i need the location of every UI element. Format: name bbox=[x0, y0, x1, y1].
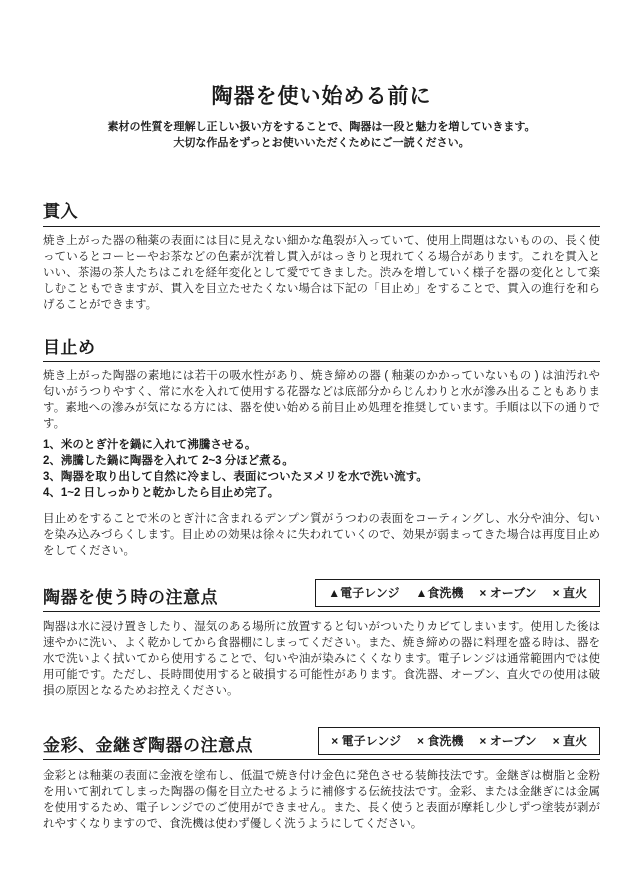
section-medome-heading: 目止め bbox=[43, 337, 96, 357]
section-usage-header bbox=[43, 579, 600, 612]
usage-compatibility-box bbox=[315, 579, 600, 607]
kinsai-badge-microwave: × 電子レンジ bbox=[331, 733, 402, 748]
section-kannyu bbox=[43, 201, 600, 312]
kinsai-badge-oven: × オーブン bbox=[479, 733, 537, 748]
section-medome-paragraph-2: 目止めをすることで米のとぎ汁に含まれるデンプン質がうつわの表面をコーティングし、水分や油分、匂いを染み込みづらくします。目止めの効果は徐々に失われていくので、効果が弱まってきた場合は再度目止めをしてください。 bbox=[43, 512, 600, 557]
usage-badge-open-flame: × 直火 bbox=[552, 585, 587, 600]
section-kinsai bbox=[43, 727, 600, 832]
kinsai-badge-open-flame: × 直火 bbox=[552, 733, 587, 748]
kinsai-badge-dishwasher: × 食洗機 bbox=[417, 733, 464, 748]
kinsai-compatibility-box bbox=[318, 727, 600, 755]
section-kinsai-paragraph: 金彩とは釉薬の表面に金液を塗布し、低温で焼き付け金色に発色させる装飾技法です。金継ぎは樹脂と金粉を用いて割れてしまった陶器の傷を目立たせるように補修する伝統技法です。金彩、または金継ぎには金属を使用するため、電子レンジでのご使用ができません。また、長く使うと表面が摩耗し少しずつ塗装が剥がれやすくなりますので、食洗機は使わず優しく洗うようにしてください。 bbox=[43, 769, 600, 830]
medome-step-3: 3、陶器を取り出して自然に冷まし、表面についたヌメリを水で洗い流す。 bbox=[43, 470, 428, 483]
section-usage-paragraph: 陶器は水に浸け置きしたり、湿気のある場所に放置すると匂いがついたりカビてしまいます。使用した後は速やかに洗い、よく乾かしてから食器棚にしまってください。また、焼き締めの器に料理を盛る時は、器を水で洗いよく拭いてから使用することで、匂いや油が染みにくくなります。電子レンジは通常範囲内では使用可能です。ただし、長時間使用すると破損する可能性があります。食洗器、オーブン、直火での使用は破損の原因となるためお控えください。 bbox=[43, 620, 600, 697]
medome-step-2: 2、沸騰した鍋に陶器を入れて 2~3 分ほど煮る。 bbox=[43, 454, 294, 467]
page-subtitle-line1: 素材の性質を理解し正しい扱い方をすることで、陶器は一段と魅力を増していきます。 bbox=[107, 121, 536, 134]
page-subtitle-line2: 大切な作品をずっとお使いいただくためにご一読ください。 bbox=[173, 137, 470, 150]
section-kannyu-header bbox=[43, 201, 600, 226]
section-usage-heading: 陶器を使う時の注意点 bbox=[43, 587, 218, 607]
section-usage bbox=[43, 579, 600, 699]
section-medome bbox=[43, 337, 600, 559]
usage-badge-dishwasher: ▲食洗機 bbox=[415, 585, 464, 600]
section-kannyu-paragraph: 焼き上がった器の釉薬の表面には目に見えない細かな亀裂が入っていて、使用上問題はないものの、長く使っているとコーヒーやお茶などの色素が沈着し貫入がはっきりと現れてくる場合があります。これを貫入といい、茶湯の茶人たちはこれを経年変化として愛でてきました。渋みを増していく様子を器の変化として楽しむこともできますが、貫入を目立たせたくない場合は下記の「目止め」をすることで、貫入の進行を和らげることができます。 bbox=[43, 234, 600, 311]
page-title: 陶器を使い始める前に bbox=[211, 85, 432, 108]
section-kinsai-heading: 金彩、金継ぎ陶器の注意点 bbox=[43, 735, 253, 755]
medome-step-4: 4、1~2 日しっかりと乾かしたら目止め完了。 bbox=[43, 486, 280, 499]
section-kannyu-heading: 貫入 bbox=[43, 202, 78, 222]
section-medome-header bbox=[43, 337, 600, 362]
usage-badge-microwave: ▲電子レンジ bbox=[328, 585, 400, 600]
section-medome-paragraph-1: 焼き上がった陶器の素地には若干の吸水性があり、焼き締めの器 ( 釉薬のかかっていないもの ) は油汚れや匂いがうつりやすく、常に水を入れて使用する花器などは底部分からじんわりと水が滲み出ることもあります。素地への滲みが気になる方には、器を使い始める前目止め処理を推奨しています。手順は以下の通りです。 bbox=[43, 369, 600, 430]
usage-badge-oven: × オーブン bbox=[479, 585, 537, 600]
section-kinsai-header bbox=[43, 727, 600, 760]
page-subtitle bbox=[43, 119, 600, 151]
medome-steps-list bbox=[43, 437, 600, 501]
medome-step-1: 1、米のとぎ汁を鍋に入れて沸騰させる。 bbox=[43, 438, 257, 451]
